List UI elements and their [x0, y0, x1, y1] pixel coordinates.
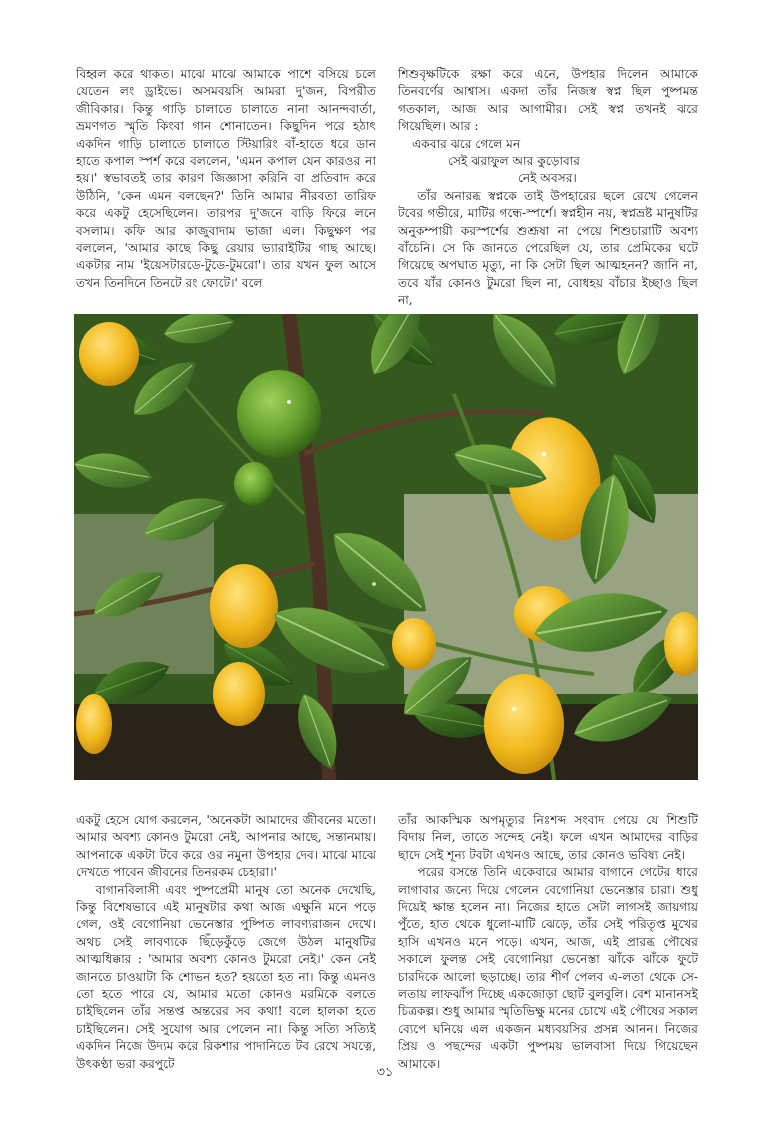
paragraph: পরের বসন্তে তিনি একেবারে আমার বাগানে গেটের ধারে লাগাবার জন্যে দিয়ে গেলেন বেগোনিয়া ভেনেস্তার চারা। শুধু দিয়েই ক্ষান্ত হলেন না। নিজের হাতে সেটা লাগসই জায়গায় পুঁতে, হাত থেকে ধুলো-মাটি ঝেড়ে, তাঁর সেই পরিতৃপ্ত মুখের হাসি এখনও মনে পড়ে। এখন, আজ, এই প্রারব্ধ পৌষের সকালে ফুলন্ত সেই বেগোনিয়া ভেনেস্তা ঝাঁকে ঝাঁকে ফুটে চারদিকে আলো ছড়াচ্ছে। তার শীর্ণ পেলব এ-লতা থেকে সে-লতায় লাফঝাঁপ দিচ্ছে একজোড়া ছোট বুলবুলি। বেশ মানানসই চিত্রকল্প। শুধু আমার স্মৃতিভিক্ষু মনের চোখে এই পৌষের সকাল ব্যেপে ঘনিয়ে এল একজন মধ্যবয়সির প্রসন্ন আনন। নিজের প্রিয় ও পছন্দের একটা পুষ্পময় ভালবাসা দিয়ে গিয়েছেন আমাকে।: [398, 865, 698, 1071]
poem-line: নেই অবসর।: [518, 171, 577, 186]
page-number: ৩১: [376, 1065, 394, 1080]
paragraph: শিশুবৃক্ষটিকে রক্ষা করে এনে, উপহার দিলেন আমাকে তিনবর্ণের আশ্বাস। একদা তাঁর নিজস্ব স্বপ্ন ছিল পুষ্পমন্ত গতকাল, আজ আর আগামীর। সেই স্বপ্ন তখনই ঝরে গিয়েছিল। আর :: [398, 67, 698, 134]
poem-stanza: [398, 136, 698, 188]
paragraph: তাঁর অনারব্ধ স্বপ্নকে তাই উপহারের ছলে রেখে গেলেন টবের গভীরে, মাটির গন্ধে-স্পর্শে। স্বপ্নহীন নয়, স্বপ্নভ্রষ্ট মানুষটির অনুকম্পায়ী করস্পর্শের শুশ্রূষা না পেয়ে শিশুচারাটি অবশ্য বাঁচেনি। সে কি জানতে পেরেছিল যে, তার প্রেমিকের ঘটে গিয়েছে অপঘাত মৃত্যু, না কি সেটা ছিল আত্মহনন? জানি না, তবে যাঁর কোনও টুমরো ছিল না, বোধহয় বাঁচার ইচ্ছাও ছিল না,: [398, 188, 698, 308]
lemon-tree-illustration: [74, 314, 698, 780]
lemon-tree-photo: [74, 314, 698, 780]
paragraph: বাগানবিলাসী এবং পুষ্পপ্রেমী মানুষ তো অনেক দেখেছি, কিন্তু বিশেষভাবে এই মানুষটার কথা আজ এক্ষুনি মনে পড়ে গেল, ওই বেগোনিয়া ভেনেস্তার পুষ্পিত লাবণ্যরাজন দেখে। অথচ সেই লাবণ্যকে ছিঁড়েকুঁড়ে জেগে উঠল মানুষটির আত্মধিক্কার : 'আমার অবশ্য কোনও টুমরো নেই।' কেন নেই জানতে চাওয়াটা কি শোভন হত? হয়তো হত না। কিন্তু এমনও তো হতে পারে যে, আমার মতো কোনও মরমিকে বলতে চাইছিলেন তাঁর সন্তপ্ত অন্তরের সব কথা! বলে হালকা হতে চাইছিলেন। সেই সুযোগ আর পেলেন না। কিন্তু সত্যি সত্যিই একদিন নিজে উদ্যম করে রিকশার পাদানিতে টব রেখে সযত্নে, উৎকণ্ঠা ভরা করপুটে: [76, 882, 376, 1071]
poem-line: একবার ঝরে গেলে মন: [412, 136, 521, 151]
text-column-bottom-left: [76, 812, 376, 1073]
paragraph: বিহ্বল করে থাকত। মাঝে মাঝে আমাকে পাশে বসিয়ে চলে যেতেন লং ড্রাইভে। অসমবয়সি আমরা দু'জন, বিপরীত জীবিকার। কিন্তু গাড়ি চালাতে চালাতে নানা আনন্দবার্তা, ভ্রমণগত স্মৃতি কিংবা গান শোনাতেন। কিছুদিন পরে হঠাৎ একদিন গাড়ি চালাতে চালাতে স্টিয়ারিং বাঁ-হাতে ধরে ডান হাতে কপাল স্পর্শ করে বললেন, 'এমন কপাল যেন কারওর না হয়।' স্বভাবতই তার কারণ জিজ্ঞাসা করিনি বা প্রতিবাদ করে উঠিনি, 'কেন এমন বলছেন?' তিনি আমার নীরবতা তারিফ করে একটু হেসেছিলেন। তারপর দু'জনে বাড়ি ফিরে লনে বসলাম। কফি আর কাজুবাদাম ভাজা এল। কিছুক্ষণ পর বললেন, 'আমার কাছে কিছু রেয়ার ভ্যারাইটির গাছ আছে। একটার নাম 'ইয়েসটারডে-টুডে-টুমরো'। তার যখন ফুল আসে তখন তিনদিনে তিনটে রং ফোটে।' বলে: [76, 67, 376, 290]
text-column-top-left: [76, 66, 376, 292]
paragraph: একটু হেসে যোগ করলেন, 'অনেকটা আমাদের জীবনের মতো। আমার অবশ্য কোনও টুমরো নেই, আপনার আছে, সন্তানমায়। আপনাকে একটা টবে করে ওর নমুনা উপহার দেব। মাঝে মাঝে দেখতে পাবেন জীবনের তিনরকম চেহারা।': [76, 813, 376, 880]
text-column-top-right: [398, 66, 698, 310]
poem-line: সেই ঝরাফুল আর কুড়োবার: [448, 154, 581, 169]
text-column-bottom-right: [398, 812, 698, 1073]
paragraph: তাঁর আকস্মিক অপমৃত্যুর নিঃশব্দ সংবাদ পেয়ে যে শিশুটি বিদায় নিল, তাতে সন্দেহ নেই। ফলে এখন আমাদের বাড়ির ছাদে সেই শূন্য টবটা এখনও আছে, তার কোনও ভবিষ্য নেই।: [398, 813, 698, 862]
